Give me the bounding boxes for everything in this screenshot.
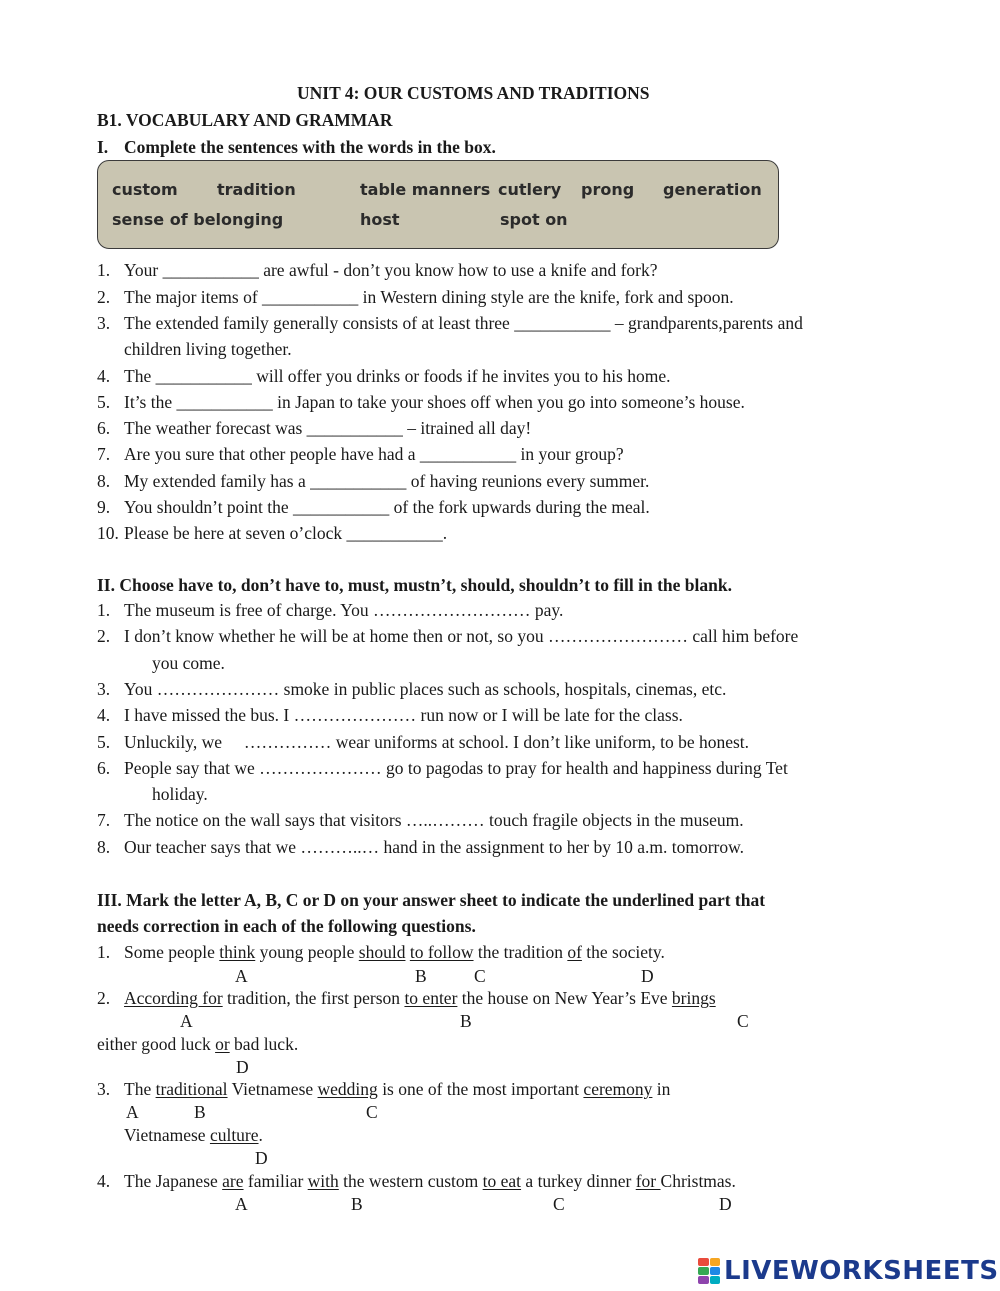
item-number: 3. [97,313,111,333]
option-letter: A [180,1011,193,1031]
part1-item-3: The extended family generally consists of at least three ___________ – grandparents,parents and [124,313,803,333]
part2-item-3: You ………………… smoke in public places such as schools, hospitals, cinemas, etc. [124,679,727,699]
part1-item-3-cont: children living together. [124,339,292,359]
question-2-cont: either good luck or bad luck. [97,1034,299,1054]
question-4: The Japanese are familiar with the western custom to eat a turkey dinner for Christmas. [124,1171,736,1191]
item-number: 1. [97,600,111,620]
underlined-part-d: or [215,1034,230,1054]
item-number: 3. [97,1079,111,1099]
option-letter: D [719,1194,732,1214]
item-number: 7. [97,444,111,464]
underlined-part-d: for [635,1171,661,1191]
part2-item-4: I have missed the bus. I ………………… run now or I will be late for the class. [124,705,683,725]
part2-item-6-cont: holiday. [152,784,208,804]
part1-item-8: My extended family has a ___________ of having reunions every summer. [124,471,650,491]
liveworksheets-logo [698,1256,999,1286]
option-letter: C [366,1102,378,1122]
part1-item-2: The major items of ___________ in Western dining style are the knife, fork and spoon. [124,287,734,307]
item-number: 1. [97,260,111,280]
box-word: custom [112,180,178,199]
item-number: 6. [97,758,111,778]
part1-item-6: The weather forecast was ___________ – itrained all day! [124,418,532,438]
part2-item-1: The museum is free of charge. You ……………………… pay. [124,600,564,620]
underlined-part-b: to enter [404,988,458,1008]
option-letter: B [194,1102,206,1122]
box-word: table manners [360,180,491,199]
item-number: 4. [97,1171,111,1191]
question-3: The traditional Vietnamese wedding is one of the most important ceremony in [124,1079,671,1099]
option-letter: C [737,1011,749,1031]
underlined-part-c: to eat [482,1171,522,1191]
part1-item-5: It’s the ___________ in Japan to take your shoes off when you go into someone’s house. [124,392,745,412]
item-number: 2. [97,287,111,307]
underlined-part-c: ceremony [583,1079,653,1099]
option-letter: D [255,1148,268,1168]
part1-item-9: You shouldn’t point the ___________ of the fork upwards during the meal. [124,497,650,517]
underlined-part-a: are [222,1171,244,1191]
option-letter: C [553,1194,565,1214]
item-number: 2. [97,626,111,646]
box-word: host [360,210,400,229]
box-word: generation [663,180,762,199]
part2-item-7: The notice on the wall says that visitors …..……… touch fragile objects in the museum. [124,810,744,830]
part2-item-5: Unluckily, we …………… wear uniforms at school. I don’t like uniform, to be honest. [124,732,750,752]
item-number: 8. [97,837,111,857]
part1-item-7: Are you sure that other people have had a ___________ in your group? [124,444,624,464]
question-2: According for tradition, the first person to enter the house on New Year’s Eve brings [124,988,716,1008]
underlined-part-c: to follow [409,942,474,962]
option-letter: D [641,966,654,986]
box-word: spot on [500,210,568,229]
item-number: 6. [97,418,111,438]
part2-heading: II. Choose have to, don’t have to, must, mustn’t, should, shouldn’t to fill in the blank. [97,575,732,595]
option-letter: A [126,1102,139,1122]
item-number: 5. [97,732,111,752]
item-number: 5. [97,392,111,412]
part1-item-1: Your ___________ are awful - don’t you know how to use a knife and fork? [124,260,658,280]
part2-item-2: I don’t know whether he will be at home then or not, so you …………………… call him before [124,626,799,646]
logo-mark-icon [698,1258,720,1284]
part3-heading: III. Mark the letter A, B, C or D on your answer sheet to indicate the underlined part that [97,890,766,910]
item-number: 2. [97,988,111,1008]
part1-item-4: The ___________ will offer you drinks or foods if he invites you to his home. [124,366,671,386]
part3-heading-cont: needs correction in each of the following questions. [97,916,476,936]
question-3-cont: Vietnamese culture. [124,1125,263,1145]
item-number: 7. [97,810,111,830]
item-number: 9. [97,497,111,517]
logo-text: LIVEWORKSHEETS [724,1256,999,1286]
underlined-part-b: should [358,942,406,962]
item-number: 3. [97,679,111,699]
option-letter: B [351,1194,363,1214]
underlined-part-d: culture [209,1125,259,1145]
box-word: sense of belonging [112,210,284,229]
underlined-part-b: wedding [317,1079,378,1099]
item-number: 8. [97,471,111,491]
part2-item-2-cont: you come. [152,653,225,673]
part2-item-6: People say that we ………………… go to pagodas to pray for health and happiness during Tet [124,758,788,778]
question-1: Some people think young people should to follow the tradition of the society. [124,942,665,962]
underlined-part-a: traditional [155,1079,228,1099]
option-letter: B [415,966,427,986]
underlined-part-a: think [219,942,256,962]
item-number: 4. [97,705,111,725]
unit-title: UNIT 4: OUR CUSTOMS AND TRADITIONS [297,83,650,103]
box-word: prong [581,180,635,199]
word-box [97,160,779,249]
box-word: cutlery [498,180,562,199]
part1-item-10: Please be here at seven o’clock ___________. [124,523,448,543]
item-number: 4. [97,366,111,386]
underlined-part-a: According for [124,988,223,1008]
underlined-part-c: brings [671,988,716,1008]
underlined-part-d: of [567,942,582,962]
option-letter: D [236,1057,249,1077]
part1-heading: Complete the sentences with the words in the box. [124,137,496,157]
item-number: 1. [97,942,111,962]
part1-heading-number: I. [97,137,109,157]
underlined-part-b: with [307,1171,339,1191]
section-title: B1. VOCABULARY AND GRAMMAR [97,110,393,130]
option-letter: B [460,1011,472,1031]
part2-item-8: Our teacher says that we ………..… hand in the assignment to her by 10 a.m. tomorrow. [124,837,744,857]
item-number: 10. [97,523,119,543]
option-letter: A [235,1194,248,1214]
option-letter: C [474,966,486,986]
option-letter: A [235,966,248,986]
box-word: tradition [217,180,296,199]
